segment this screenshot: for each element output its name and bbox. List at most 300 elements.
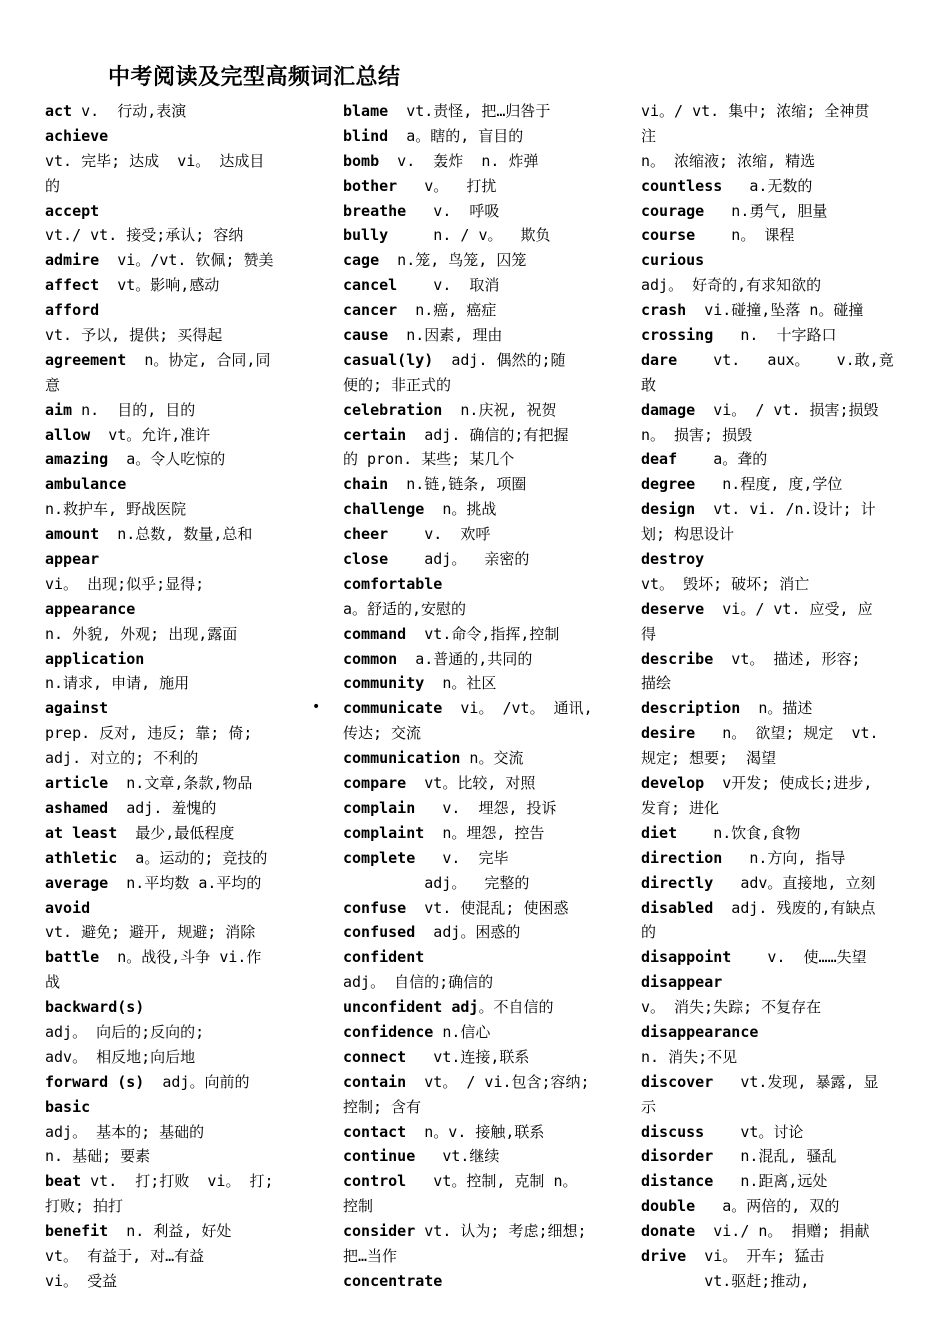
vocab-line: [343, 472, 621, 497]
vocab-line: [343, 423, 621, 448]
vocab-definition: n。 损害; 损毁: [641, 425, 753, 444]
vocab-word: cause: [343, 326, 389, 345]
vocab-word: compare: [343, 774, 407, 793]
vocab-definition: n.勇气, 胆量: [704, 201, 828, 220]
vocab-definition: vi。/ vt. 应受, 应: [704, 599, 873, 618]
vocab-line: [641, 920, 911, 945]
vocab-word: distance: [641, 1172, 714, 1191]
vocab-line: [641, 348, 911, 373]
vocab-word: deaf: [641, 450, 678, 469]
vocab-word: cancer: [343, 301, 398, 320]
vocab-definition: vt. 打;打败 vi。 打;: [81, 1172, 274, 1191]
vocab-line: [343, 522, 621, 547]
vocab-line: [641, 497, 911, 522]
vocab-definition: n.笼, 鸟笼, 囚笼: [379, 251, 527, 270]
vocab-word: complaint: [343, 823, 425, 842]
vocab-definition: adj。 基本的; 基础的: [45, 1122, 205, 1141]
vocab-definition: n. 基础; 要素: [45, 1147, 151, 1166]
vocab-line: [641, 1045, 911, 1070]
vocab-word: battle: [45, 948, 100, 967]
vocab-definition: n.饮食,食物: [677, 823, 801, 842]
vocab-line: [343, 1169, 621, 1194]
vocab-line: [641, 547, 911, 572]
vocab-line: [641, 373, 911, 398]
vocab-definition: adj。困惑的: [415, 923, 521, 942]
vocab-word: confused: [343, 923, 416, 942]
vocab-definition: n。描述: [740, 699, 813, 718]
vocab-definition: n.链,链条, 项圈: [388, 475, 527, 494]
vocab-column-1: [45, 99, 323, 1294]
vocab-word: cheer: [343, 525, 389, 544]
vocab-line: [343, 323, 621, 348]
vocab-word: cage: [343, 251, 380, 270]
vocab-definition: v. 埋怨, 投诉: [415, 798, 557, 817]
vocab-line: [343, 1144, 621, 1169]
vocab-word: against: [45, 699, 109, 718]
vocab-line: [641, 696, 911, 721]
vocab-word: avoid: [45, 898, 91, 917]
vocab-definition: vt。允许,准许: [90, 425, 211, 444]
vocab-definition: n. 利益, 好处: [108, 1222, 232, 1241]
vocab-word: command: [343, 624, 407, 643]
vocab-word: community: [343, 674, 425, 693]
vocab-definition: n.请求, 申请, 施用: [45, 674, 190, 693]
vocab-line: [343, 746, 621, 771]
vocab-line: [45, 1045, 323, 1070]
vocab-line: [641, 1194, 911, 1219]
vocab-definition: v. 呼吸: [406, 201, 500, 220]
vocab-line: [343, 124, 621, 149]
vocab-definition: adj. 确信的;有把握: [406, 425, 569, 444]
vocab-line: [45, 821, 323, 846]
vocab-definition: adj。 好奇的,有求知欲的: [641, 276, 822, 295]
vocab-line: [343, 896, 621, 921]
vocab-line: [45, 1219, 323, 1244]
vocab-word: amazing: [45, 450, 109, 469]
vocab-definition: n.总数, 数量,总和: [99, 525, 253, 544]
vocab-definition: vt。 描述, 形容;: [713, 649, 861, 668]
vocab-line: [641, 248, 911, 273]
vocab-word: casual(ly): [343, 350, 434, 369]
vocab-line: [343, 1244, 621, 1269]
vocab-line: [343, 821, 621, 846]
vocab-definition: n.文章,条款,物品: [108, 774, 253, 793]
vocab-word: disabled: [641, 898, 714, 917]
vocab-definition: n.混乱, 骚乱: [713, 1147, 837, 1166]
vocab-definition: vi.碰撞,坠落 n。碰撞: [686, 301, 864, 320]
vocab-line: [45, 547, 323, 572]
vocab-line: [641, 721, 911, 746]
vocab-line: [45, 1269, 323, 1294]
vocab-definition: vi./ n。 捐赠; 捐献: [695, 1222, 870, 1241]
vocab-definition: vt。影响,感动: [99, 276, 220, 295]
vocab-word: drive: [641, 1246, 687, 1265]
vocab-line: [343, 273, 621, 298]
vocab-line: [45, 1244, 323, 1269]
vocab-definition: a。瞎的, 盲目的: [388, 126, 524, 145]
vocab-word: deserve: [641, 599, 705, 618]
vocab-word: degree: [641, 475, 696, 494]
vocab-word: complain: [343, 798, 416, 817]
vocab-definition: vt. aux。 v.敢,竟: [677, 350, 894, 369]
vocab-definition: 的 pron. 某些; 某几个: [343, 450, 515, 469]
vocab-line: [343, 871, 621, 896]
vocab-word: cancel: [343, 276, 398, 295]
vocab-definition: vi。/vt. 钦佩; 赞美: [99, 251, 274, 270]
vocab-line: [641, 1144, 911, 1169]
vocab-definition: v. 取消: [397, 276, 500, 295]
vocab-line: [641, 472, 911, 497]
vocab-line: [45, 945, 323, 970]
vocab-definition: n.方向, 指导: [722, 848, 846, 867]
vocab-line: [45, 970, 323, 995]
vocab-definition: vi。/ vt. 集中; 浓缩; 全神贯: [641, 102, 870, 120]
vocab-word: admire: [45, 251, 100, 270]
vocab-definition: 注: [641, 126, 657, 145]
vocab-word: destroy: [641, 550, 705, 569]
vocab-line: [343, 995, 621, 1020]
vocab-definition: vt. 避免; 避开, 规避; 消除: [45, 923, 256, 942]
vocab-definition: 划; 构思设计: [641, 525, 735, 544]
vocab-line: [343, 846, 621, 871]
vocab-line: [641, 622, 911, 647]
vocab-word: comfortable: [343, 574, 443, 593]
vocab-line: [45, 771, 323, 796]
vocab-word: amount: [45, 525, 100, 544]
vocab-definition: vt.连接,联系: [406, 1047, 530, 1066]
vocab-word: blame: [343, 102, 389, 120]
vocab-line: [641, 945, 911, 970]
vocab-line: [45, 373, 323, 398]
vocab-word: donate: [641, 1222, 696, 1241]
vocab-line: [343, 1095, 621, 1120]
vocab-definition: vi。 受益: [45, 1271, 118, 1290]
vocab-word: allow: [45, 425, 91, 444]
vocab-line: [641, 273, 911, 298]
vocab-word: course: [641, 226, 696, 245]
vocab-line: [45, 920, 323, 945]
vocab-line: [45, 124, 323, 149]
vocab-line: [641, 1070, 911, 1095]
vocab-line: [641, 597, 911, 622]
vocab-definition: 控制; 含有: [343, 1097, 422, 1116]
vocab-line: [641, 846, 911, 871]
vocab-line: [641, 223, 911, 248]
vocab-definition: 的: [641, 923, 657, 942]
vocab-line: [641, 1244, 911, 1269]
vocab-line: [641, 871, 911, 896]
vocab-line: [343, 1070, 621, 1095]
vocab-definition: a。聋的: [677, 450, 768, 469]
vocab-definition: 传达; 交流: [343, 724, 422, 743]
vocab-line: [343, 174, 621, 199]
vocab-line: [343, 647, 621, 672]
vocab-word: aim: [45, 400, 73, 419]
vocab-word: describe: [641, 649, 714, 668]
vocab-definition: vt。 / vi.包含;容纳;: [406, 1072, 590, 1091]
vocab-line: [343, 721, 621, 746]
vocab-word: benefit: [45, 1222, 109, 1241]
vocab-word: dare: [641, 350, 678, 369]
vocab-definition: n.庆祝, 祝贺: [442, 400, 557, 419]
vocab-definition: n. 目的, 目的: [72, 400, 196, 419]
vocab-definition: n.癌, 癌症: [397, 301, 497, 320]
vocab-definition: n. / v。 欺负: [388, 226, 551, 245]
vocab-definition: n。 欲望; 规定 vt.: [695, 724, 879, 743]
vocab-word: damage: [641, 400, 696, 419]
vocab-word: contact: [343, 1122, 407, 1141]
vocab-line: [641, 746, 911, 771]
vocab-definition: vi。 开车; 猛击: [686, 1246, 825, 1265]
vocab-definition: n。 课程: [695, 226, 795, 245]
vocab-line: [45, 323, 323, 348]
vocab-definition: adj. 残废的,有缺点: [713, 898, 876, 917]
vocab-definition: n。社区: [424, 674, 497, 693]
vocab-line: [45, 1144, 323, 1169]
vocab-word: blind: [343, 126, 389, 145]
vocab-word: continue: [343, 1147, 416, 1166]
vocab-word: disorder: [641, 1147, 714, 1166]
vocab-line: [45, 572, 323, 597]
vocab-definition: vt.发现, 暴露, 显: [713, 1072, 879, 1091]
vocab-column-3: [641, 99, 911, 1294]
vocab-word: crossing: [641, 326, 714, 345]
vocab-line: [45, 398, 323, 423]
vocab-word: design: [641, 500, 696, 519]
vocab-definition: adv。直接地, 立刻: [713, 873, 876, 892]
vocab-word: desire: [641, 724, 696, 743]
vocab-line: [641, 323, 911, 348]
vocab-line: [343, 920, 621, 945]
vocab-definition: vt. 予以, 提供; 买得起: [45, 326, 223, 345]
vocab-definition: prep. 反对, 违反; 靠; 倚;: [45, 724, 253, 743]
vocab-definition: adj. 羞愧的: [108, 798, 217, 817]
vocab-line: [641, 99, 911, 124]
vocab-definition: a.无数的: [722, 176, 813, 195]
vocab-definition: a。两倍的, 双的: [695, 1197, 840, 1216]
vocab-definition: 战: [45, 973, 61, 992]
vocab-line: [45, 721, 323, 746]
vocab-definition: vt.继续: [415, 1147, 500, 1166]
vocab-line: [641, 771, 911, 796]
vocab-word: average: [45, 873, 109, 892]
vocab-line: [343, 1269, 621, 1294]
page-title: 中考阅读及完型高频词汇总结: [108, 65, 401, 90]
vocab-line: [641, 572, 911, 597]
vocab-word: ashamed: [45, 798, 109, 817]
vocab-line: [641, 298, 911, 323]
vocab-definition: vt.命令,指挥,控制: [406, 624, 560, 643]
vocab-line: [641, 995, 911, 1020]
vocab-definition: 规定; 想要; 渴望: [641, 749, 777, 768]
vocab-line: [343, 1045, 621, 1070]
vocab-definition: vt. 完毕; 达成 vi。 达成目: [45, 151, 265, 170]
vocab-line: [45, 1095, 323, 1120]
vocab-line: [343, 970, 621, 995]
vocab-word: control: [343, 1172, 407, 1191]
vocab-line: [45, 223, 323, 248]
vocab-line: [45, 871, 323, 896]
vocab-word: act: [45, 102, 73, 120]
vocab-word: crash: [641, 301, 687, 320]
vocab-word: application: [45, 649, 145, 668]
vocab-definition: vt。控制, 克制 n。: [406, 1172, 578, 1191]
vocab-definition: vi。 / vt. 损害;损毁: [695, 400, 879, 419]
vocab-definition: n。 浓缩液; 浓缩, 精选: [641, 151, 816, 170]
vocab-word: backward(s): [45, 998, 145, 1017]
vocab-definition: vt。讨论: [704, 1122, 804, 1141]
vocab-line: [45, 995, 323, 1020]
vocab-definition: v. 欢呼: [388, 525, 491, 544]
vocab-definition: 敢: [641, 375, 657, 394]
vocab-line: [45, 248, 323, 273]
vocab-line: [45, 597, 323, 622]
vocab-line: [45, 696, 323, 721]
vocab-word: forward (s): [45, 1072, 145, 1091]
vocab-line: [343, 696, 621, 721]
vocab-definition: n。v. 接触,联系: [406, 1122, 545, 1141]
vocab-line: [343, 671, 621, 696]
vocab-line: [45, 796, 323, 821]
vocab-definition: n.平均数 a.平均的: [108, 873, 262, 892]
vocab-line: [343, 99, 621, 124]
vocab-line: [343, 497, 621, 522]
vocab-definition: vt.驱赶;推动,: [641, 1271, 810, 1290]
vocab-definition: v. 使……失望: [731, 948, 867, 967]
vocab-definition: 便的; 非正式的: [343, 375, 452, 394]
vocab-line: [343, 1120, 621, 1145]
vocab-line: [343, 572, 621, 597]
vocab-line: [641, 970, 911, 995]
vocab-word: communication: [343, 749, 461, 768]
vocab-word: athletic: [45, 848, 118, 867]
vocab-definition: vt. 使混乱; 使困惑: [406, 898, 569, 917]
vocab-definition: adj。 向后的;反向的;: [45, 1022, 205, 1041]
vocab-line: [343, 398, 621, 423]
vocab-word: article: [45, 774, 109, 793]
vocab-definition: 。不自信的: [478, 998, 554, 1017]
vocab-line: [641, 1269, 911, 1294]
vocab-definition: vt。 毁坏; 破坏; 消亡: [641, 574, 810, 593]
vocab-line: [641, 124, 911, 149]
vocab-line: [45, 99, 323, 124]
vocab-line: [641, 896, 911, 921]
vocab-line: [343, 223, 621, 248]
vocab-line: [45, 622, 323, 647]
vocab-word: accept: [45, 201, 100, 220]
vocab-line: [343, 298, 621, 323]
vocab-definition: adj。 自信的;确信的: [343, 973, 494, 992]
vocab-line: [45, 746, 323, 771]
vocab-definition: adj。 完整的: [343, 873, 530, 892]
vocab-line: [343, 597, 621, 622]
vocab-line: [641, 423, 911, 448]
vocab-word: celebration: [343, 400, 443, 419]
vocab-line: [45, 497, 323, 522]
vocab-line: [45, 348, 323, 373]
vocab-word: disappear: [641, 973, 723, 992]
vocab-line: [45, 1169, 323, 1194]
vocab-word: agreement: [45, 350, 127, 369]
vocab-line: [45, 447, 323, 472]
vocab-definition: vt./ vt. 接受;承认; 容纳: [45, 226, 244, 245]
vocab-line: [45, 472, 323, 497]
vocab-line: [343, 373, 621, 398]
vocab-line: [45, 149, 323, 174]
vocab-line: [45, 522, 323, 547]
vocab-word: ambulance: [45, 475, 127, 494]
vocab-word: confidence: [343, 1022, 434, 1041]
vocab-line: [343, 199, 621, 224]
vocab-definition: 控制: [343, 1197, 374, 1216]
vocab-word: basic: [45, 1097, 91, 1116]
vocab-line: [641, 796, 911, 821]
vocab-definition: v. 完毕: [415, 848, 509, 867]
vocab-definition: a。舒适的,安慰的: [343, 599, 467, 618]
vocab-definition: vi。 /vt。 通讯,: [442, 699, 593, 718]
vocab-definition: vt.责怪, 把…归咎于: [388, 102, 551, 120]
vocab-line: [343, 796, 621, 821]
vocab-line: [343, 547, 621, 572]
vocab-word: description: [641, 699, 741, 718]
vocab-word: discover: [641, 1072, 714, 1091]
vocab-line: [45, 174, 323, 199]
vocab-line: [343, 1219, 621, 1244]
vocab-line: [641, 647, 911, 672]
vocab-definition: adj. 偶然的;随: [433, 350, 566, 369]
vocab-definition: n.距离,远处: [713, 1172, 828, 1191]
vocab-line: [641, 1020, 911, 1045]
vocab-column-2: [343, 99, 621, 1294]
vocab-definition: 示: [641, 1097, 657, 1116]
vocab-word: achieve: [45, 126, 109, 145]
vocab-definition: 把…当作: [343, 1246, 398, 1265]
vocab-line: [343, 348, 621, 373]
vocab-word: discuss: [641, 1122, 705, 1141]
vocab-definition: v开发; 使成长;进步,: [704, 774, 873, 793]
vocab-line: [343, 149, 621, 174]
vocab-line: [641, 1120, 911, 1145]
vocab-word: countless: [641, 176, 723, 195]
vocab-word: appearance: [45, 599, 136, 618]
vocab-line: [343, 771, 621, 796]
vocab-word: unconfident adj: [343, 998, 479, 1017]
vocab-definition: vt. vi. /n.设计; 计: [695, 500, 876, 519]
vocab-definition: n. 十字路口: [713, 326, 837, 345]
vocab-word: direction: [641, 848, 723, 867]
vocab-line: [45, 298, 323, 323]
vocab-definition: 最少,最低程度: [117, 823, 235, 842]
vocab-line: [45, 671, 323, 696]
vocab-word: disappoint: [641, 948, 732, 967]
vocab-line: [641, 821, 911, 846]
vocab-word: directly: [641, 873, 714, 892]
vocab-definition: vt。 有益于, 对…有益: [45, 1246, 205, 1265]
vocab-line: [641, 1219, 911, 1244]
vocab-line: [45, 896, 323, 921]
vocab-definition: n。埋怨, 控告: [424, 823, 545, 842]
vocab-line: [641, 149, 911, 174]
vocab-word: curious: [641, 251, 705, 270]
vocab-word: certain: [343, 425, 407, 444]
vocab-word: appear: [45, 550, 100, 569]
vocab-word: courage: [641, 201, 705, 220]
vocab-line: [641, 447, 911, 472]
vocab-definition: n。交流: [460, 749, 524, 768]
vocab-line: [641, 398, 911, 423]
vocab-definition: vt. 认为; 考虑;细想;: [415, 1222, 587, 1241]
vocab-line: [45, 1070, 323, 1095]
